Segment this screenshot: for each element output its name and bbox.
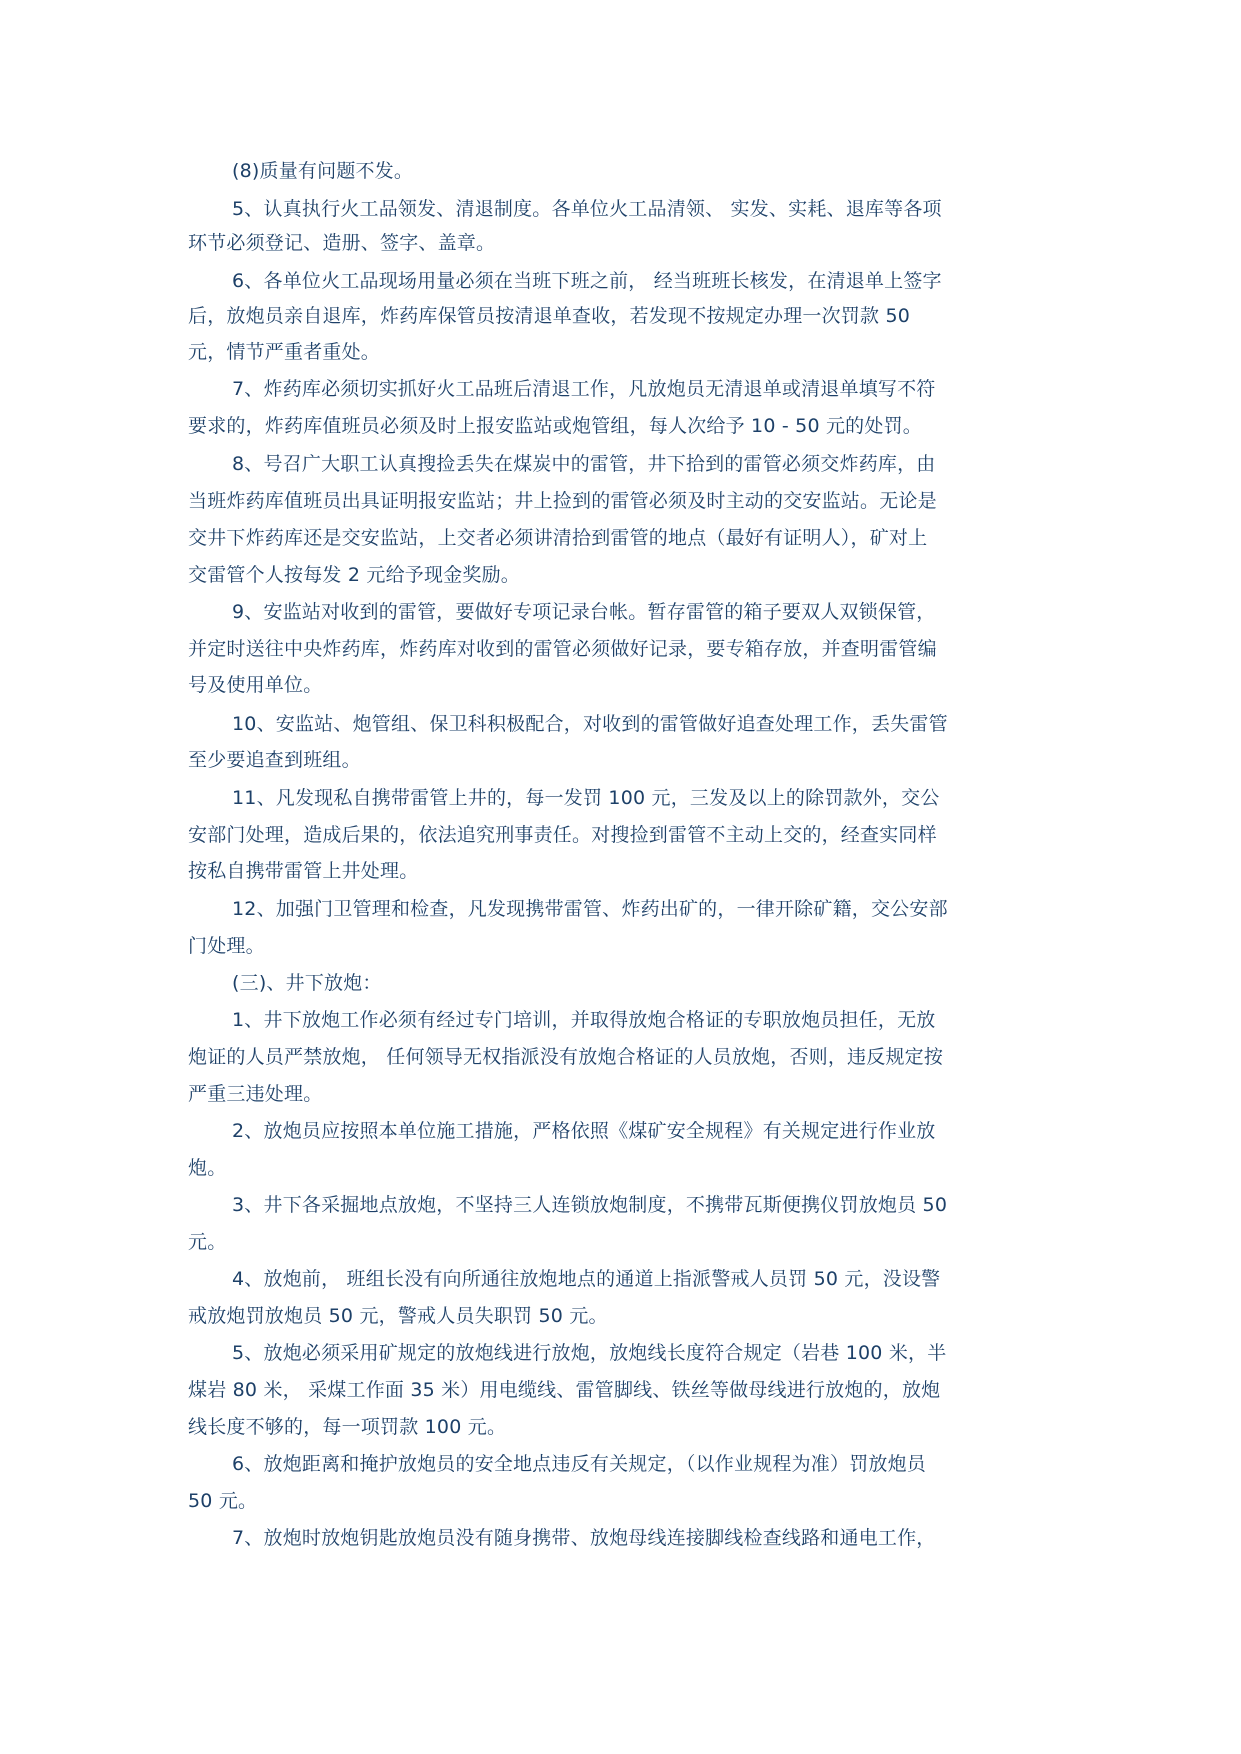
text-line: 当班炸药库值班员出具证明报安监站；井上捡到的雷管必须及时主动的交安监站。无论是 bbox=[188, 490, 937, 512]
text-line: 元，情节严重者重处。 bbox=[188, 341, 381, 363]
text-line: 煤岩 80 米， 采煤工作面 35 米）用电缆线、雷管脚线、铁丝等做母线进行放炮的，放炮 bbox=[188, 1379, 941, 1401]
text-line: 9、安监站对收到的雷管，要做好专项记录台帐。暂存雷管的箱子要双人双锁保管， bbox=[232, 601, 936, 623]
text-line: 11、凡发现私自携带雷管上井的，每一发罚 100 元，三发及以上的除罚款外，交公 bbox=[232, 787, 940, 809]
text-line: 1、井下放炮工作必须有经过专门培训，并取得放炮合格证的专职放炮员担任，无放 bbox=[232, 1009, 936, 1031]
text-line: 按私自携带雷管上井处理。 bbox=[188, 860, 419, 882]
text-line: 门处理。 bbox=[188, 935, 265, 957]
text-line: 号及使用单位。 bbox=[188, 674, 323, 696]
text-line: 并定时送往中央炸药库，炸药库对收到的雷管必须做好记录，要专箱存放，并查明雷管编 bbox=[188, 638, 937, 660]
text-line: 安部门处理，造成后果的，依法追究刑事责任。对搜捡到雷管不主动上交的，经查实同样 bbox=[188, 824, 937, 846]
text-line: 6、各单位火工品现场用量必须在当班下班之前， 经当班班长核发，在清退单上签字 bbox=[232, 270, 942, 292]
text-line: 3、井下各采掘地点放炮，不坚持三人连锁放炮制度，不携带瓦斯便携仪罚放炮员 50 bbox=[232, 1194, 948, 1216]
text-line: 7、放炮时放炮钥匙放炮员没有随身携带、放炮母线连接脚线检查线路和通电工作， bbox=[232, 1527, 936, 1549]
text-line: 7、炸药库必须切实抓好火工品班后清退工作，凡放炮员无清退单或清退单填写不符 bbox=[232, 378, 936, 400]
text-line: 戒放炮罚放炮员 50 元，警戒人员失职罚 50 元。 bbox=[188, 1305, 608, 1327]
text-line: 5、认真执行火工品领发、清退制度。各单位火工品清领、 实发、实耗、退库等各项 bbox=[232, 198, 942, 220]
text-line: 炮证的人员严禁放炮， 任何领导无权指派没有放炮合格证的人员放炮，否则，违反规定按 bbox=[188, 1046, 944, 1068]
text-line: 8、号召广大职工认真搜捡丢失在煤炭中的雷管，井下拾到的雷管必须交炸药库，由 bbox=[232, 453, 936, 475]
text-line: 元。 bbox=[188, 1231, 227, 1253]
text-line: 炮。 bbox=[188, 1157, 227, 1179]
text-line: 2、放炮员应按照本单位施工措施，严格依照《煤矿安全规程》有关规定进行作业放 bbox=[232, 1120, 936, 1142]
text-line: 交雷管个人按每发 2 元给予现金奖励。 bbox=[188, 564, 520, 586]
text-line: 线长度不够的，每一项罚款 100 元。 bbox=[188, 1416, 507, 1438]
text-line: 12、加强门卫管理和检查，凡发现携带雷管、炸药出矿的，一律开除矿籍，交公安部 bbox=[232, 898, 948, 920]
text-line: (8)质量有问题不发。 bbox=[232, 160, 414, 182]
text-line: 后，放炮员亲自退库，炸药库保管员按清退单查收，若发现不按规定办理一次罚款 50 bbox=[188, 305, 911, 327]
text-line: 至少要追查到班组。 bbox=[188, 749, 361, 771]
text-line: 50 元。 bbox=[188, 1490, 258, 1512]
text-line: 5、放炮必须采用矿规定的放炮线进行放炮，放炮线长度符合规定（岩巷 100 米，半 bbox=[232, 1342, 947, 1364]
text-line: 交井下炸药库还是交安监站，上交者必须讲清拾到雷管的地点（最好有证明人），矿对上 bbox=[188, 527, 928, 549]
text-line: 要求的，炸药库值班员必须及时上报安监站或炮管组，每人次给予 10 - 50 元的处罚。 bbox=[188, 415, 922, 437]
text-line: 6、放炮距离和掩护放炮员的安全地点违反有关规定，（以作业规程为准）罚放炮员 bbox=[232, 1453, 926, 1475]
text-line: 环节必须登记、造册、签字、盖章。 bbox=[188, 232, 496, 254]
text-line: 4、放炮前， 班组长没有向所通往放炮地点的通道上指派警戒人员罚 50 元，没设警 bbox=[232, 1268, 941, 1290]
text-line: 严重三违处理。 bbox=[188, 1083, 323, 1105]
text-line: (三)、井下放炮： bbox=[232, 972, 382, 994]
text-line: 10、安监站、炮管组、保卫科积极配合，对收到的雷管做好追查处理工作，丢失雷管 bbox=[232, 713, 948, 735]
